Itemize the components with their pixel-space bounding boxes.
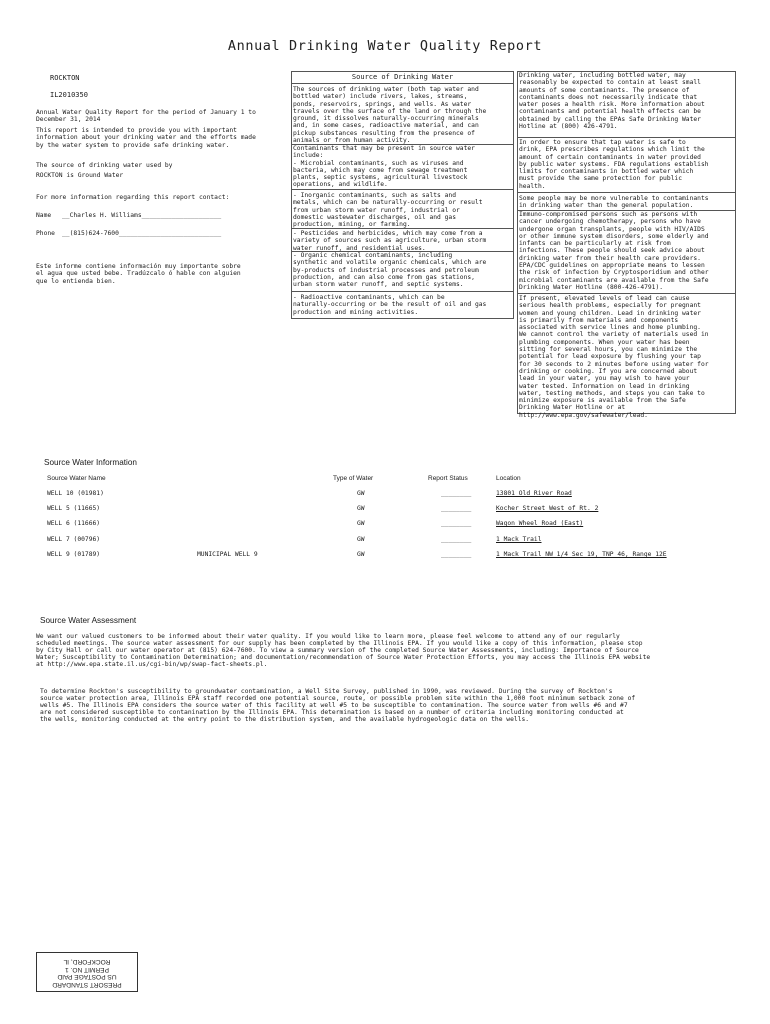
assessment-heading: Source Water Assessment bbox=[40, 616, 137, 625]
source-statement-line-1: The source of drinking water used by bbox=[36, 162, 173, 169]
system-id: IL2010350 bbox=[50, 91, 88, 99]
water-type: GW bbox=[357, 520, 365, 527]
contact-name-label: Name bbox=[36, 212, 52, 219]
source-box-para-2: Contaminants that may be present in source water include: - Microbial contaminants, such as viruses and bacteria, which may come from sewage treatment plants, septic systems, agricultural livestock operations, and wildlife. bbox=[293, 145, 475, 189]
assessment-para-1: We want our valued customers to be informed about their water quality. If you would like to learn more, please feel welcome to attend any of our regularly scheduled meetings. The source water assessment for our supply has been completed by the Illinois EPA. If you would like a copy of this information, please stop by City Hall or call our water operator at (815) 624-7600. To view a summary version of the completed Source Water Assessments, including: Importance of Source Water; Susceptibility to Contamination Determination; and documentation/recommendation of Source Water Protection Efforts, you may access the Illinois EPA website at http://www.epa.state.il.us/cgi-bin/wp/swap-fact-sheets.pl. bbox=[36, 633, 651, 668]
report-intro: This report is intended to provide you with important information about your drinking water and the efforts made by the water system to provide safe drinking water. bbox=[36, 127, 256, 149]
water-type: GW bbox=[357, 551, 365, 558]
source-water-heading: Source Water Information bbox=[44, 458, 137, 467]
well-name: WELL 7 (00796) bbox=[47, 536, 101, 543]
source-box-para-3: - Inorganic contaminants, such as salts and metals, which can be naturally-occurring or result from urban storm water runoff, industrial or domestic wastewater discharges, oil and gas production, mining, or farming. bbox=[293, 192, 483, 229]
report-title: Annual Drinking Water Quality Report bbox=[227, 38, 543, 54]
indicia-line-4: ROCKFORD, IL bbox=[63, 958, 111, 966]
well-location: Wagon Wheel Road (East) bbox=[496, 520, 584, 527]
source-box-para-4: - Pesticides and herbicides, which may come from a variety of sources such as agriculture, urban storm water runoff, and residential uses. bbox=[293, 230, 487, 252]
health-box-divider bbox=[517, 192, 736, 193]
indicia-line-2: US POSTAGE PAID bbox=[57, 973, 117, 981]
indicia-line-3: PERMIT NO. 1 bbox=[65, 965, 109, 973]
source-statement-line-2: ROCKTON is Ground Water bbox=[36, 172, 124, 179]
health-para-4: Immuno-compromised persons such as persons with cancer undergoing chemotherapy, persons who have undergone organ transplants, people with HIV/AIDS or other immune system disorders, some elderly and infants can be particularly at risk from infections. These people should seek advice about drinking water from their health care providers. EPA/CDC guidelines on appropriate means to lessen the risk of infection by Cryptosporidium and other microbial contaminants are available from the Safe Drinking Water Hotline (800-426-4791). bbox=[519, 211, 709, 291]
report-status: ________ bbox=[441, 551, 472, 558]
health-box-divider bbox=[517, 293, 736, 294]
contact-phone-label: Phone bbox=[36, 230, 55, 237]
health-para-1: Drinking water, including bottled water, may reasonably be expected to contain at least small amounts of some contaminants. The presence of contaminants does not necessarily indicate that water poses a health risk. More information about contaminants and potential health effects can be obtained by calling the EPAs Safe Drinking Water Hotline at (800) 426-4791. bbox=[519, 72, 705, 131]
well-alias: MUNICIPAL WELL 9 bbox=[197, 551, 258, 558]
well-name: WELL 9 (01789) bbox=[47, 551, 101, 558]
spanish-notice: Este informe contiene información muy importante sobre el agua que usted bebe. Tradúzcalo ó hable con alguien que lo entienda bien. bbox=[36, 263, 241, 285]
contact-heading: For more information regarding this report contact: bbox=[36, 194, 230, 201]
report-status: ________ bbox=[441, 490, 472, 497]
well-location: Kocher Street West of Rt. 2 bbox=[496, 505, 599, 512]
column-header-location: Location bbox=[496, 475, 521, 482]
indicia-line-1: PRESORT STANDARD bbox=[52, 981, 122, 988]
health-box-divider bbox=[517, 137, 736, 138]
column-header-name: Source Water Name bbox=[47, 475, 106, 482]
column-header-type: Type of Water bbox=[333, 475, 374, 482]
source-box-heading: Source of Drinking Water bbox=[351, 73, 454, 81]
source-box-divider bbox=[291, 228, 514, 229]
column-header-status: Report Status bbox=[428, 475, 468, 482]
source-box-divider bbox=[291, 189, 514, 190]
water-type: GW bbox=[357, 536, 365, 543]
contact-phone-value: __(815)624-7600___________________________ bbox=[62, 230, 222, 237]
health-para-5: If present, elevated levels of lead can cause serious health problems, especially for pregnant women and young children. Lead in drinking water is primarily from materials and components associated with service lines and home plumbing. We cannot control the variety of materials used in plumbing components. When your water has been sitting for several hours, you can minimize the potential for lead exposure by flushing your tap for 30 seconds to 2 minutes before using water for drinking or cooking. If you are concerned about lead in your water, you may wish to have your water tested. Information on lead in drinking water, testing methods, and steps you can take to minimize exposure is available from the Safe Drinking Water Hotline or at http://www.epa.gov/safewater/lead. bbox=[519, 295, 709, 419]
system-name: ROCKTON bbox=[50, 74, 80, 82]
source-box-para-6: - Radioactive contaminants, which can be naturally-occurring or be the result of oil and gas production and mining activities. bbox=[293, 294, 487, 316]
health-para-2: In order to ensure that tap water is safe to drink, EPA prescribes regulations which limit the amount of certain contaminants in water provided by public water systems. FDA regulations establish limits for contaminants in bottled water which must provide the same protection for public health. bbox=[519, 139, 709, 190]
water-type: GW bbox=[357, 490, 365, 497]
source-box-divider bbox=[291, 291, 514, 292]
well-location: 1 Mack Trail bbox=[496, 536, 542, 543]
report-period: Annual Water Quality Report for the period of January 1 to December 31, 2014 bbox=[36, 109, 256, 124]
assessment-para-2: To determine Rockton's susceptibility to groundwater contamination, a Well Site Survey, published in 1990, was reviewed. During the survey of Rockton's source water protection area, Illinois EPA staff recorded one potential source, route, or possible problem site within the 1,000 foot minimum setback zone of wells #5. The Illinois EPA considers the source water of this facility at well #5 to be susceptible to contamination. The source water from wells #6 and #7 are not considered susceptible to contanination by the Illinois EPA. This determination is based on a number of criteria including monitoring conducted at the wells, monitoring conducted at the entry point to the distribution system, and the available hydrogeologic data on the wells. bbox=[40, 688, 636, 723]
report-status: ________ bbox=[441, 505, 472, 512]
well-location: 13801 Old River Road bbox=[496, 490, 572, 497]
report-status: ________ bbox=[441, 520, 472, 527]
report-status: ________ bbox=[441, 536, 472, 543]
source-box-para-5: - Organic chemical contaminants, including synthetic and volatile organic chemicals, which are by-products of industrial processes and petroleum production, and can also come from gas stations, urban storm water runoff, and septic systems. bbox=[293, 252, 487, 289]
water-type: GW bbox=[357, 505, 365, 512]
well-location: 1 Mack Trail NW 1/4 Sec 19, TNP 46, Range 12E bbox=[496, 551, 667, 558]
contact-name-value: __Charles H. Williams_____________________ bbox=[62, 212, 222, 219]
health-para-3: Some people may be more vulnerable to contaminants in drinking water than the general population. bbox=[519, 195, 709, 210]
well-name: WELL 5 (11665) bbox=[47, 505, 101, 512]
postage-indicia bbox=[36, 952, 138, 992]
well-name: WELL 6 (11666) bbox=[47, 520, 101, 527]
source-box-para-1: The sources of drinking water (both tap water and bottled water) include rivers, lakes, streams, ponds, reservoirs, springs, and wells. As water travels over the surface of the land or through the ground, it dissolves naturally-occurring minerals and, in some cases, radioactive material, and can pickup substances resulting from the presence of animals or from human activity. bbox=[293, 86, 487, 145]
well-name: WELL 10 (01981) bbox=[47, 490, 104, 497]
source-box-divider bbox=[291, 83, 514, 84]
